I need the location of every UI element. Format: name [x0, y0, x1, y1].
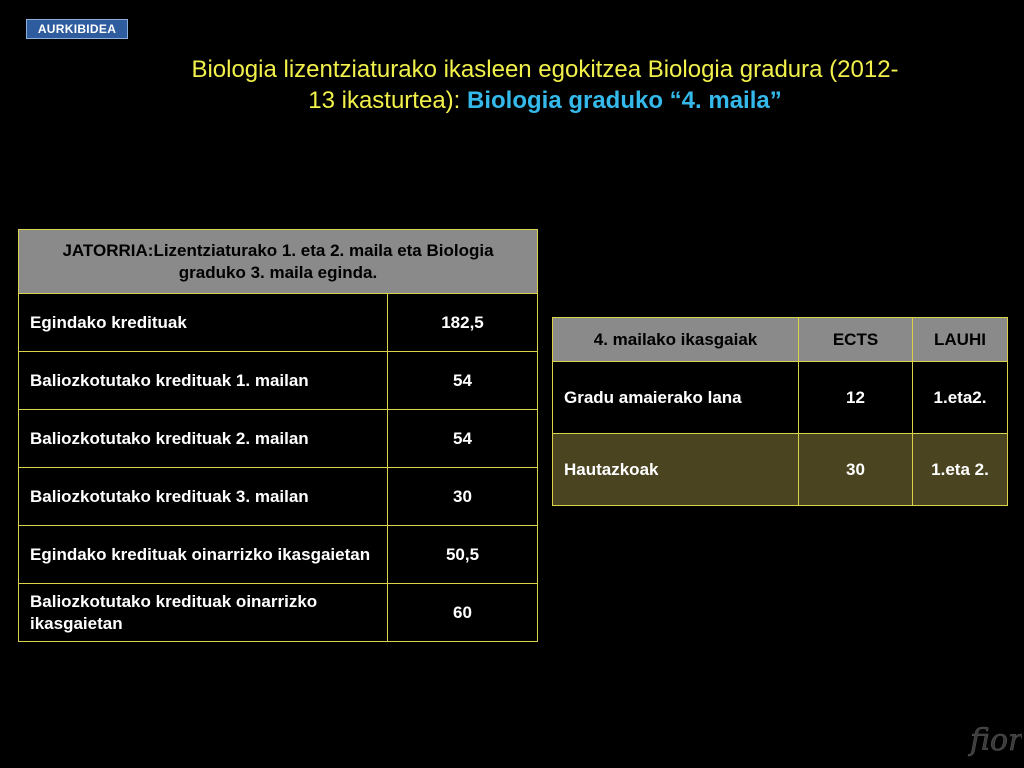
row-value: 54 — [388, 410, 538, 468]
lauhi-cell: 1.eta2. — [913, 362, 1008, 434]
table-row — [19, 352, 538, 410]
row-label: Baliozkotutako kredituak 2. mailan — [19, 410, 388, 468]
row-label: Egindako kredituak oinarrizko ikasgaietan — [19, 526, 388, 584]
page-title — [150, 54, 940, 116]
table-row — [19, 468, 538, 526]
title-line-1: Biologia lizentziaturako ikasleen egokitzea Biologia gradura (2012- — [191, 56, 899, 83]
lauhi-header: LAUHI — [913, 318, 1008, 362]
table-row — [19, 584, 538, 642]
ects-cell: 30 — [799, 434, 913, 506]
table-header-row — [19, 230, 538, 294]
ects-cell: 12 — [799, 362, 913, 434]
table-row — [19, 294, 538, 352]
table-header-row — [553, 318, 1008, 362]
title-line-2: 13 ikasturtea): — [308, 87, 467, 114]
svg-text:fior: fior — [970, 723, 1022, 758]
row-value: 60 — [388, 584, 538, 642]
signature-logo-icon — [966, 708, 1022, 764]
row-label: Baliozkotutako kredituak 1. mailan — [19, 352, 388, 410]
table-row — [553, 434, 1008, 506]
index-link-button[interactable]: AURKIBIDEA — [26, 19, 128, 39]
table-row — [553, 362, 1008, 434]
row-value: 50,5 — [388, 526, 538, 584]
lauhi-cell: 1.eta 2. — [913, 434, 1008, 506]
row-label: Baliozkotutako kredituak oinarrizko ikasgaietan — [19, 584, 388, 642]
row-label: Egindako kredituak — [19, 294, 388, 352]
row-value: 54 — [388, 352, 538, 410]
origin-credits-table — [18, 229, 538, 642]
row-label: Baliozkotutako kredituak 3. mailan — [19, 468, 388, 526]
row-value: 182,5 — [388, 294, 538, 352]
ects-header: ECTS — [799, 318, 913, 362]
row-value: 30 — [388, 468, 538, 526]
table-row — [19, 410, 538, 468]
subjects-header: 4. mailako ikasgaiak — [553, 318, 799, 362]
title-highlight: Biologia graduko “4. maila” — [467, 87, 782, 114]
fourth-year-subjects-table — [552, 317, 1008, 506]
subject-cell: Hautazkoak — [553, 434, 799, 506]
origin-header: JATORRIA:Lizentziaturako 1. eta 2. maila eta Biologia graduko 3. maila eginda. — [19, 230, 538, 294]
table-row — [19, 526, 538, 584]
subject-cell: Gradu amaierako lana — [553, 362, 799, 434]
